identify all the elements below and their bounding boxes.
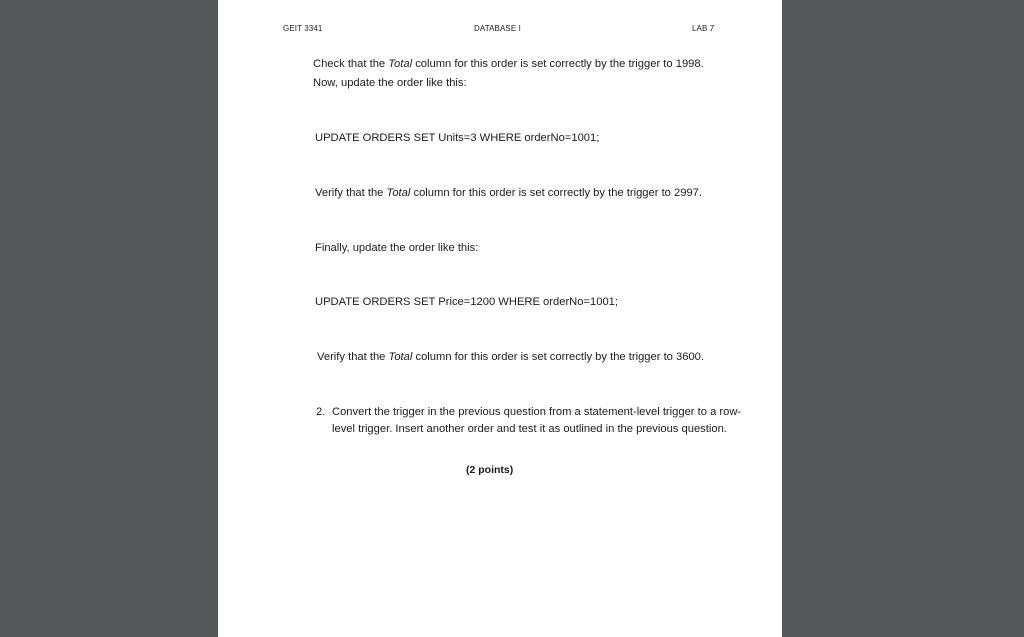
header-course-code: GEIT 3341 — [283, 24, 323, 33]
verify1-post: column for this order is set correctly by the trigger to 2997. — [410, 187, 702, 199]
question-text: Convert the trigger in the previous question from a statement-level trigger to a row-level trigger. Insert another order and test it as outlined in the previous question. — [332, 406, 742, 435]
question-points: (2 points) — [466, 464, 514, 476]
sql-update-units: UPDATE ORDERS SET Units=3 WHERE orderNo=1001; — [315, 132, 600, 144]
sql-update-price: UPDATE ORDERS SET Price=1200 WHERE orderNo=1001; — [315, 296, 619, 308]
check-total-post: column for this order is set correctly by the trigger to 1998. — [412, 58, 704, 70]
document-page — [218, 0, 782, 637]
verify2-pre: Verify that the — [317, 351, 389, 363]
verify-total-line-2 — [317, 349, 704, 365]
header-lab-number: LAB 7 — [692, 24, 715, 33]
check-total-line — [313, 56, 704, 72]
finally-line: Finally, update the order like this: — [315, 242, 479, 254]
verify2-em: Total — [388, 351, 413, 363]
verify1-pre: Verify that the — [315, 187, 387, 199]
verify2-post: column for this order is set correctly by the trigger to 3600. — [412, 351, 704, 363]
check-total-pre: Check that the — [313, 58, 389, 70]
check-total-em: Total — [388, 58, 413, 70]
question-number: 2. — [316, 406, 326, 418]
verify1-em: Total — [386, 187, 411, 199]
update-intro-line: Now, update the order like this: — [313, 77, 467, 89]
verify-total-line-1 — [315, 185, 702, 201]
header-course-title: DATABASE I — [474, 24, 521, 33]
